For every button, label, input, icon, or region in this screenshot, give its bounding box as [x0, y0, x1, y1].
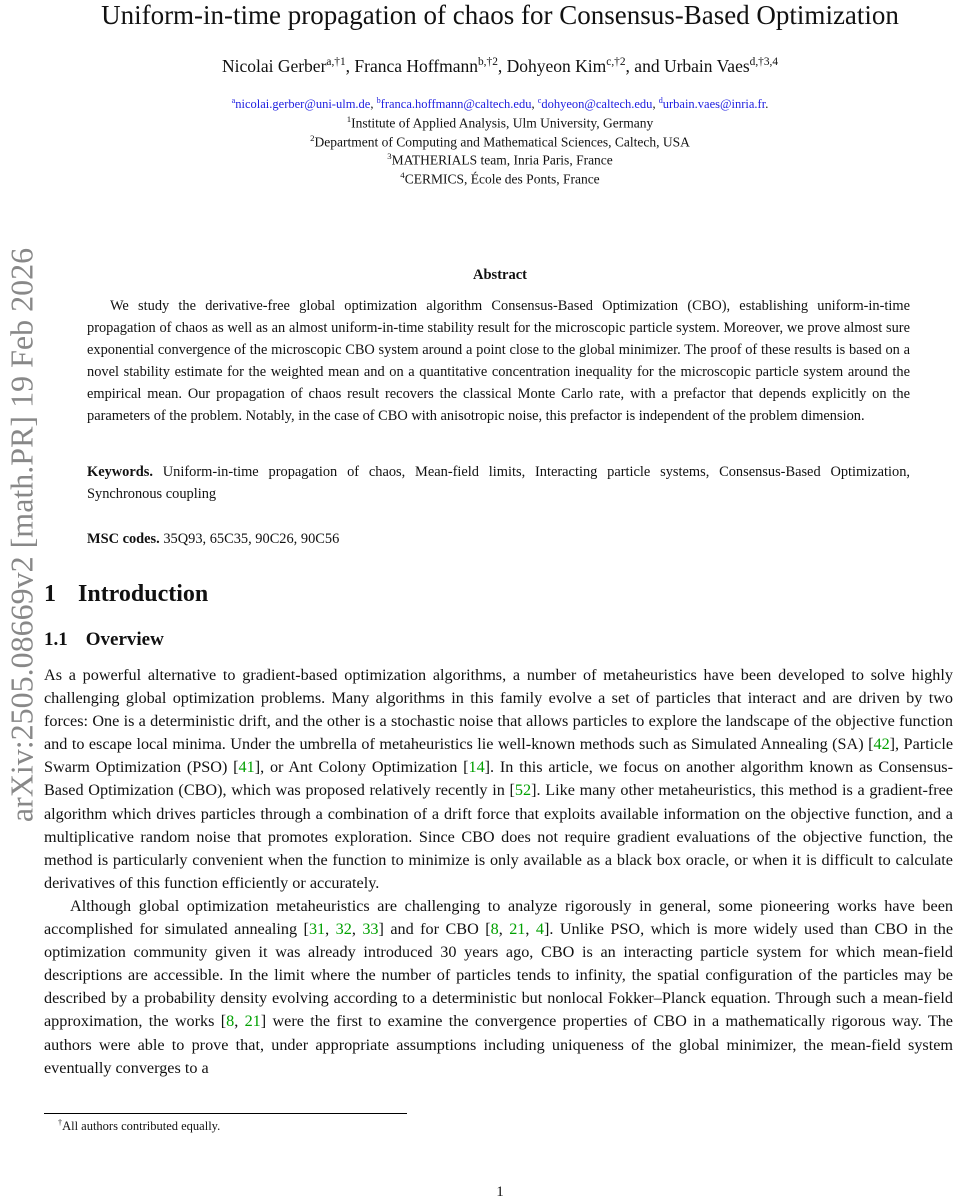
email-link[interactable]: nicolai.gerber@uni-ulm.de: [235, 97, 371, 112]
email-superscript: c: [537, 96, 542, 105]
citation-link[interactable]: 4: [535, 920, 544, 939]
email-separator: ,: [370, 97, 377, 112]
msc-codes: [87, 528, 910, 550]
paragraph: [44, 895, 953, 1080]
footnote: [58, 1118, 220, 1134]
author-name: Urbain Vaes: [663, 56, 750, 76]
text-segment: ]. Like many other metaheuristics, this method is a gradient-free algorithm which drives particles through a combination of a drift force that exploits available information on the objective function, and a multiplicative random noise that promotes exploration. Since CBO does not require gradient evaluations of the objective function, the method is particularly convenient when the function to minimize is only available as a black box oracle, or when it is difficult to calculate derivatives of this function efficiently or accurately.: [44, 781, 953, 892]
affiliation: [0, 170, 953, 188]
text-segment: ] were the first to examine the convergence properties of CBO in a mathematically rigorous way. The authors were able to prove that, under appropriate assumptions including uniqueness of the global minimizer, the mean-field system eventually converges to a: [44, 1012, 953, 1077]
email-link[interactable]: dohyeon@caltech.edu: [541, 97, 653, 112]
affiliation: [0, 151, 953, 169]
text-segment: As a powerful alternative to gradient-based optimization algorithms, a number of metaheuristics have been developed to solve highly challenging global optimization problems. Many algorithms in this family evolve a set of particles that interact and are driven by two forces: One is a deterministic drift, and the other is a stochastic noise that allows particles to explore the landscape of the objective function and to escape local minima. Under the umbrella of metaheuristics lie well-known methods such as Simulated Annealing (SA) [: [44, 666, 953, 754]
citation-link[interactable]: 41: [238, 758, 255, 777]
email-separator: ,: [531, 97, 538, 112]
text-segment: ], or Ant Colony Optimization [: [254, 758, 469, 777]
keywords-text: Uniform-in-time propagation of chaos, Mean-field limits, Interacting particle systems, Consensus-Based Optimization, Synchronous coupling: [87, 464, 910, 502]
email-superscript: d: [658, 96, 663, 105]
text-segment: ,: [325, 920, 336, 939]
keywords: [87, 461, 910, 505]
footnote-text: All authors contributed equally.: [62, 1119, 221, 1134]
subsection-number: 1.1: [44, 629, 68, 650]
author-superscript: c,†2: [606, 56, 626, 69]
abstract-text: We study the derivative-free global optimization algorithm Consensus-Based Optimization (CBO), establishing uniform-in-time propagation of chaos as well as an almost uniform-in-time stability result for the microscopic particle system. Moreover, we prove almost sure exponential convergence of the microscopic CBO system around a point close to the global minimizer. The proof of these results is based on a novel stability estimate for the weighted mean and on a quantitative concentration inequality for the microscopic particle system around the empirical mean. Our propagation of chaos result recovers the classical Monte Carlo rate, with a prefactor that depends explicitly on the parameters of the problem. Notably, in the case of CBO with anisotropic noise, this prefactor is independent of the problem dimension.: [87, 298, 910, 424]
author-name: Nicolai Gerber: [221, 56, 327, 76]
text-segment: ], Particle Swarm Optimization (PSO) [: [44, 735, 953, 777]
affiliation-text: MATHERIALS team, Inria Paris, France: [391, 152, 613, 168]
msc-text: 35Q93, 65C35, 90C26, 90C56: [163, 531, 340, 547]
email-superscript: b: [376, 96, 381, 105]
author-list: [0, 56, 953, 77]
citation-link[interactable]: 33: [362, 920, 379, 939]
paragraph: [44, 664, 953, 895]
subsection-heading: [44, 629, 164, 651]
footnote-rule: [44, 1113, 407, 1114]
paper-title: Uniform-in-time propagation of chaos for Consensus-Based Optimization: [101, 0, 899, 30]
page-number: 1: [496, 1184, 504, 1200]
section-title: Introduction: [78, 581, 209, 607]
citation-link[interactable]: 8: [226, 1012, 235, 1031]
affiliation-number: 3: [387, 151, 392, 161]
email-list: [0, 96, 953, 112]
citation-link[interactable]: 52: [514, 781, 532, 800]
body-text: [44, 664, 953, 1080]
author-separator: ,: [497, 56, 507, 76]
email-link[interactable]: franca.hoffmann@caltech.edu: [380, 97, 532, 112]
author-superscript: a,†1: [326, 56, 346, 69]
text-segment: ,: [351, 920, 363, 939]
affiliation-number: 1: [346, 114, 352, 124]
author-name: Dohyeon Kim: [506, 56, 607, 76]
citation-link[interactable]: 14: [468, 758, 485, 777]
abstract-heading: Abstract: [473, 267, 527, 283]
affiliation: [0, 114, 953, 132]
author-separator: ,: [345, 56, 355, 76]
affiliation-number: 2: [310, 132, 315, 143]
email-separator: .: [765, 97, 769, 112]
affiliation: [0, 133, 953, 151]
author-superscript: d,†3,4: [749, 56, 779, 69]
text-segment: ,: [525, 920, 536, 939]
text-segment: ] and for CBO [: [378, 920, 491, 939]
affiliation-text: CERMICS, École des Ponts, France: [404, 171, 600, 186]
author-superscript: b,†2: [478, 56, 498, 69]
author-separator: , and: [625, 56, 664, 76]
msc-label: MSC codes.: [87, 531, 160, 547]
citation-link[interactable]: 32: [335, 920, 352, 939]
section-number: 1: [44, 581, 56, 607]
text-segment: ]. Unlike PSO, which is more widely used than CBO in the optimization community given it was already introduced 30 years ago, CBO is an interacting particle system for which mean-field descriptions are accessible. In the limit where the number of particles tends to infinity, the spatial configuration of the particles may be described by a probability density evolving according to a deterministic but nonlocal Fokker–Planck equation. Through such a mean-field approximation, the works [: [44, 920, 953, 1031]
citation-link[interactable]: 31: [308, 920, 326, 939]
text-segment: Although global optimization metaheuristics are challenging to analyze rigorously in general, some pioneering works have been accomplished for simulated annealing [: [44, 896, 953, 939]
affiliation-text: Department of Computing and Mathematical Sciences, Caltech, USA: [314, 134, 690, 149]
email-link[interactable]: urbain.vaes@inria.fr: [662, 97, 766, 112]
affiliation-number: 4: [400, 169, 405, 180]
citation-link[interactable]: 8: [490, 920, 499, 939]
author-name: Franca Hoffmann: [354, 56, 478, 76]
citation-link[interactable]: 21: [244, 1012, 261, 1031]
footnote-mark: †: [58, 1118, 63, 1127]
text-segment: ,: [498, 920, 510, 939]
text-segment: ]. In this article, we focus on another algorithm known as Consensus-Based Optimization (CBO), which was proposed relatively recently in [: [44, 758, 953, 800]
section-heading: [44, 581, 208, 608]
email-superscript: a: [231, 96, 236, 105]
keywords-label: Keywords.: [87, 464, 153, 480]
affiliation-text: Institute of Applied Analysis, Ulm University, Germany: [351, 115, 654, 131]
citation-link[interactable]: 21: [509, 920, 526, 939]
email-separator: ,: [652, 97, 659, 112]
citation-link[interactable]: 42: [873, 735, 890, 754]
text-segment: ,: [234, 1012, 245, 1031]
subsection-title: Overview: [85, 629, 164, 650]
arxiv-side-label: arXiv:2505.08669v2 [math.PR] 19 Feb 2026: [3, 247, 40, 823]
